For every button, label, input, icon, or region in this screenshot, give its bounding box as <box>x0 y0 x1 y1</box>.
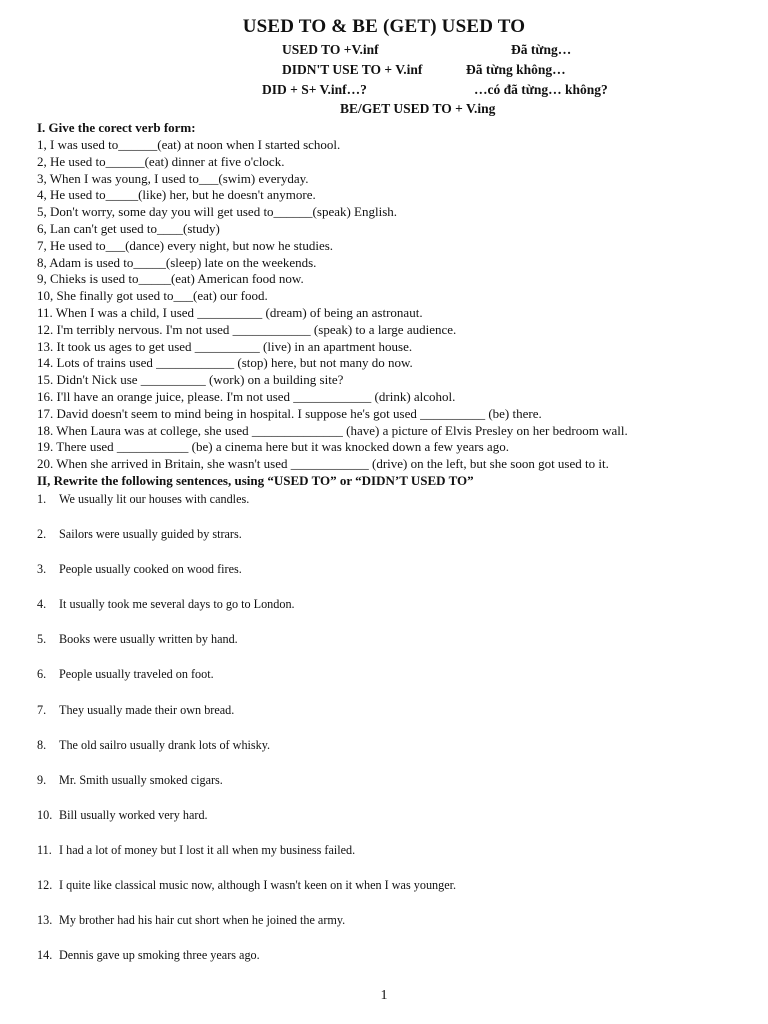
item-text: My brother had his hair cut short when he joined the army. <box>59 913 346 928</box>
rewrite-item <box>37 489 456 524</box>
formula-form: DID + S+ V.inf…? <box>262 82 367 97</box>
rewrite-item <box>37 735 456 770</box>
item-text: Dennis gave up smoking three years ago. <box>59 948 260 963</box>
rewrite-item <box>37 700 456 735</box>
formula-meaning: …có đã từng… không? <box>474 82 608 97</box>
exercise-item: 8, Adam is used to_____(sleep) late on the weekends. <box>37 254 317 270</box>
exercise-item: 5, Don't worry, some day you will get used to______(speak) English. <box>37 204 398 220</box>
item-number: 3. <box>37 562 47 577</box>
item-text: They usually made their own bread. <box>59 702 235 717</box>
item-number: 6. <box>37 667 47 682</box>
rewrite-item <box>37 594 456 629</box>
page-title: USED TO & BE (GET) USED TO <box>242 16 526 37</box>
exercise-item: 17. David doesn't seem to mind being in hospital. I suppose he's got used __________ (be) there. <box>37 405 542 421</box>
exercise-item: 10, She finally got used to___(eat) our food. <box>37 288 268 304</box>
rewrite-item <box>37 910 456 945</box>
item-number: 4. <box>37 597 47 612</box>
item-number: 8. <box>37 737 47 752</box>
item-number: 10. <box>37 807 53 822</box>
formula-form: BE/GET USED TO + V.ing <box>340 101 496 116</box>
rewrite-item <box>37 840 456 875</box>
exercise-item: 3, When I was young, I used to___(swim) everyday. <box>37 170 309 186</box>
item-text: We usually lit our houses with candles. <box>59 492 250 506</box>
section-1-list <box>37 137 628 473</box>
item-number: 1. <box>37 492 47 506</box>
exercise-item: 19. There used ___________ (be) a cinema here but it was knocked down a few years ago. <box>37 439 509 455</box>
rewrite-item <box>37 629 456 664</box>
item-text: Books were usually written by hand. <box>59 632 238 647</box>
item-text: People usually traveled on foot. <box>59 667 214 682</box>
exercise-item: 6, Lan can't get used to____(study) <box>37 220 220 236</box>
item-text: People usually cooked on wood fires. <box>59 562 242 577</box>
exercise-item: 11. When I was a child, I used __________ (dream) of being an astronaut. <box>37 304 423 320</box>
exercise-item: 4, He used to_____(like) her, but he doesn't anymore. <box>37 187 316 203</box>
exercise-item: 14. Lots of trains used ____________ (stop) here, but not many do now. <box>37 355 413 371</box>
rewrite-item <box>37 664 456 699</box>
page-number: 1 <box>380 988 388 1003</box>
exercise-item: 9, Chieks is used to_____(eat) American food now. <box>37 271 304 287</box>
formula-meaning: Đã từng… <box>511 42 572 57</box>
item-number: 2. <box>37 527 47 542</box>
exercise-item: 13. It took us ages to get used __________ (live) in an apartment house. <box>37 338 413 354</box>
item-number: 9. <box>37 772 47 787</box>
rewrite-item <box>37 945 456 980</box>
item-number: 11. <box>37 842 52 857</box>
item-text: The old sailro usually drank lots of whisky. <box>59 737 271 752</box>
exercise-item: 18. When Laura was at college, she used ______________ (have) a picture of Elvis Presley on her bedroom wall. <box>37 422 628 438</box>
section-1-heading: I. Give the corect verb form: <box>37 120 196 135</box>
item-text: Mr. Smith usually smoked cigars. <box>59 772 223 787</box>
item-number: 5. <box>37 632 47 647</box>
item-number: 13. <box>37 913 53 928</box>
rewrite-item <box>37 770 456 805</box>
exercise-item: 2, He used to______(eat) dinner at five o'clock. <box>37 153 285 169</box>
formula-meaning: Đã từng không… <box>466 62 566 77</box>
item-number: 7. <box>37 702 47 717</box>
exercise-item: 20. When she arrived in Britain, she wasn't used ____________ (drive) on the left, but she soon got used to it. <box>37 456 609 472</box>
item-text: Sailors were usually guided by strars. <box>59 527 242 542</box>
item-text: Bill usually worked very hard. <box>59 807 208 822</box>
item-text: It usually took me several days to go to London. <box>59 597 295 612</box>
exercise-item: 15. Didn't Nick use __________ (work) on a building site? <box>37 372 344 388</box>
rewrite-item <box>37 875 456 910</box>
exercise-item: 12. I'm terribly nervous. I'm not used ____________ (speak) to a large audience. <box>37 321 457 337</box>
rewrite-item <box>37 805 456 840</box>
formula-form: DIDN'T USE TO + V.inf <box>282 62 423 77</box>
item-text: I quite like classical music now, although I wasn't keen on it when I was younger. <box>59 878 457 893</box>
rewrite-item <box>37 559 456 594</box>
exercise-item: 7, He used to___(dance) every night, but now he studies. <box>37 237 334 253</box>
item-number: 14. <box>37 948 53 963</box>
item-text: I had a lot of money but I lost it all when my business failed. <box>59 842 356 857</box>
section-2-heading: II, Rewrite the following sentences, using “USED TO” or “DIDN’T USED TO” <box>37 473 474 488</box>
section-2-list <box>37 489 456 980</box>
exercise-item: 1, I was used to______(eat) at noon when I started school. <box>37 137 341 152</box>
exercise-item: 16. I'll have an orange juice, please. I'm not used ____________ (drink) alcohol. <box>37 388 456 404</box>
formula-form: USED TO +V.inf <box>282 42 379 57</box>
rewrite-item <box>37 524 456 559</box>
item-number: 12. <box>37 878 53 893</box>
